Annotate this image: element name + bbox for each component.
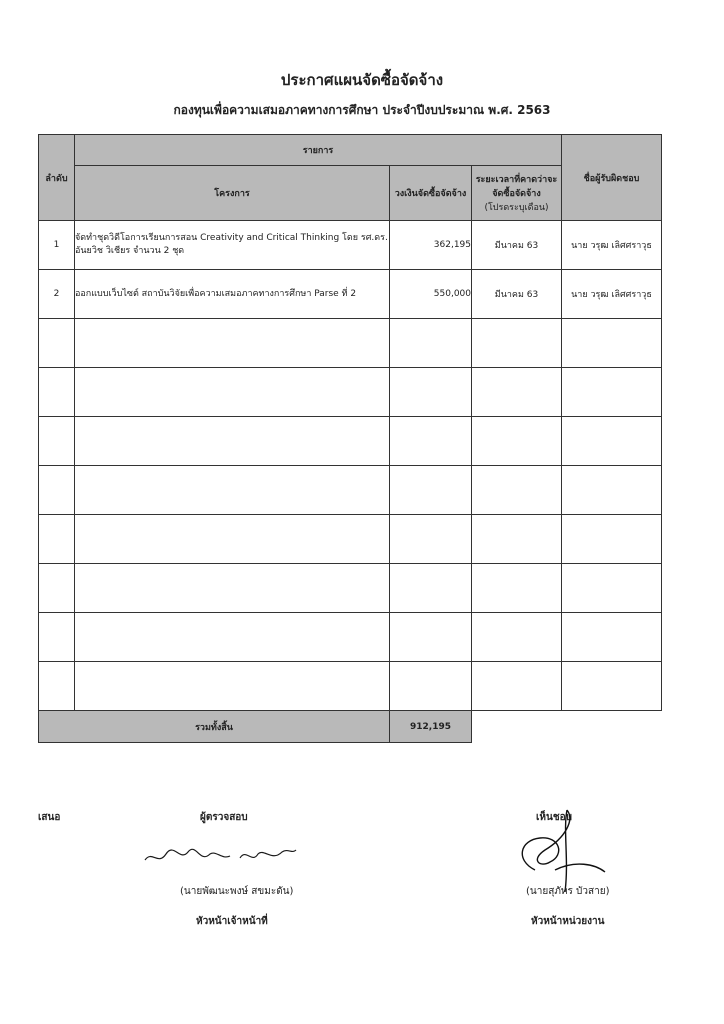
row-period: มีนาคม 63	[472, 270, 562, 319]
page-title: ประกาศแผนจัดซื้อจัดจ้าง	[280, 71, 444, 89]
row-budget: 550,000	[390, 270, 472, 319]
total-label: รวมทั้งสิ้น	[39, 711, 390, 743]
header-period	[472, 166, 562, 221]
header-person: ชื่อผู้รับผิดชอบ	[562, 135, 662, 221]
header-period-note: (โปรดระบุเดือน)	[484, 203, 549, 213]
reviewer-position: หัวหน้าเจ้าหน้าที่	[196, 916, 268, 927]
row-period: มีนาคม 63	[472, 221, 562, 270]
empty-row	[39, 613, 662, 662]
approve-label: เห็นชอบ	[536, 812, 572, 823]
table-row	[39, 221, 662, 270]
empty-row	[39, 417, 662, 466]
header-items-group: รายการ	[75, 135, 562, 166]
empty-row	[39, 368, 662, 417]
page-subtitle: กองทุนเพื่อความเสมอภาคทางการศึกษา ประจำปีงบประมาณ พ.ศ. 2563	[173, 103, 551, 117]
procurement-table	[38, 134, 662, 743]
empty-row	[39, 319, 662, 368]
reviewer-name: (นายพัฒนะพงษ์ สขมะดัน)	[180, 886, 294, 897]
total-value: 912,195	[390, 711, 472, 743]
header-budget: วงเงินจัดซื้อจัดจ้าง	[390, 166, 472, 221]
row-no: 1	[39, 221, 75, 270]
total-row	[39, 711, 662, 743]
row-person: นาย วรุฒ เลิศศราวุธ	[562, 270, 662, 319]
approver-name: (นายสุภัทร บัวสาย)	[526, 886, 610, 897]
row-budget: 362,195	[390, 221, 472, 270]
row-project: จัดทำชุดวิดีโอการเรียนการสอน Creativity and Critical Thinking โดย รศ.ดร. อันยวิช วิเชียร จำนวน 2 ชุด	[75, 221, 390, 270]
empty-row	[39, 662, 662, 711]
header-no: ลำดับ	[39, 135, 75, 221]
row-person: นาย วรุฒ เลิศศราวุธ	[562, 221, 662, 270]
row-project: ออกแบบเว็บไซต์ สถาบันวิจัยเพื่อความเสมอภาคทางการศึกษา Parse ที่ 2	[75, 270, 390, 319]
propose-label: เสนอ	[38, 812, 61, 823]
table-row	[39, 270, 662, 319]
approver-position: หัวหน้าหน่วยงาน	[531, 916, 605, 927]
empty-row	[39, 466, 662, 515]
table-header-row	[39, 135, 662, 166]
empty-row	[39, 515, 662, 564]
reviewer-signature	[140, 836, 300, 872]
header-period-label: ระยะเวลาที่คาดว่าจะจัดซื้อจัดจ้าง	[475, 175, 558, 199]
empty-row	[39, 564, 662, 613]
row-no: 2	[39, 270, 75, 319]
header-project: โครงการ	[75, 166, 390, 221]
reviewer-label: ผู้ตรวจสอบ	[200, 812, 248, 823]
